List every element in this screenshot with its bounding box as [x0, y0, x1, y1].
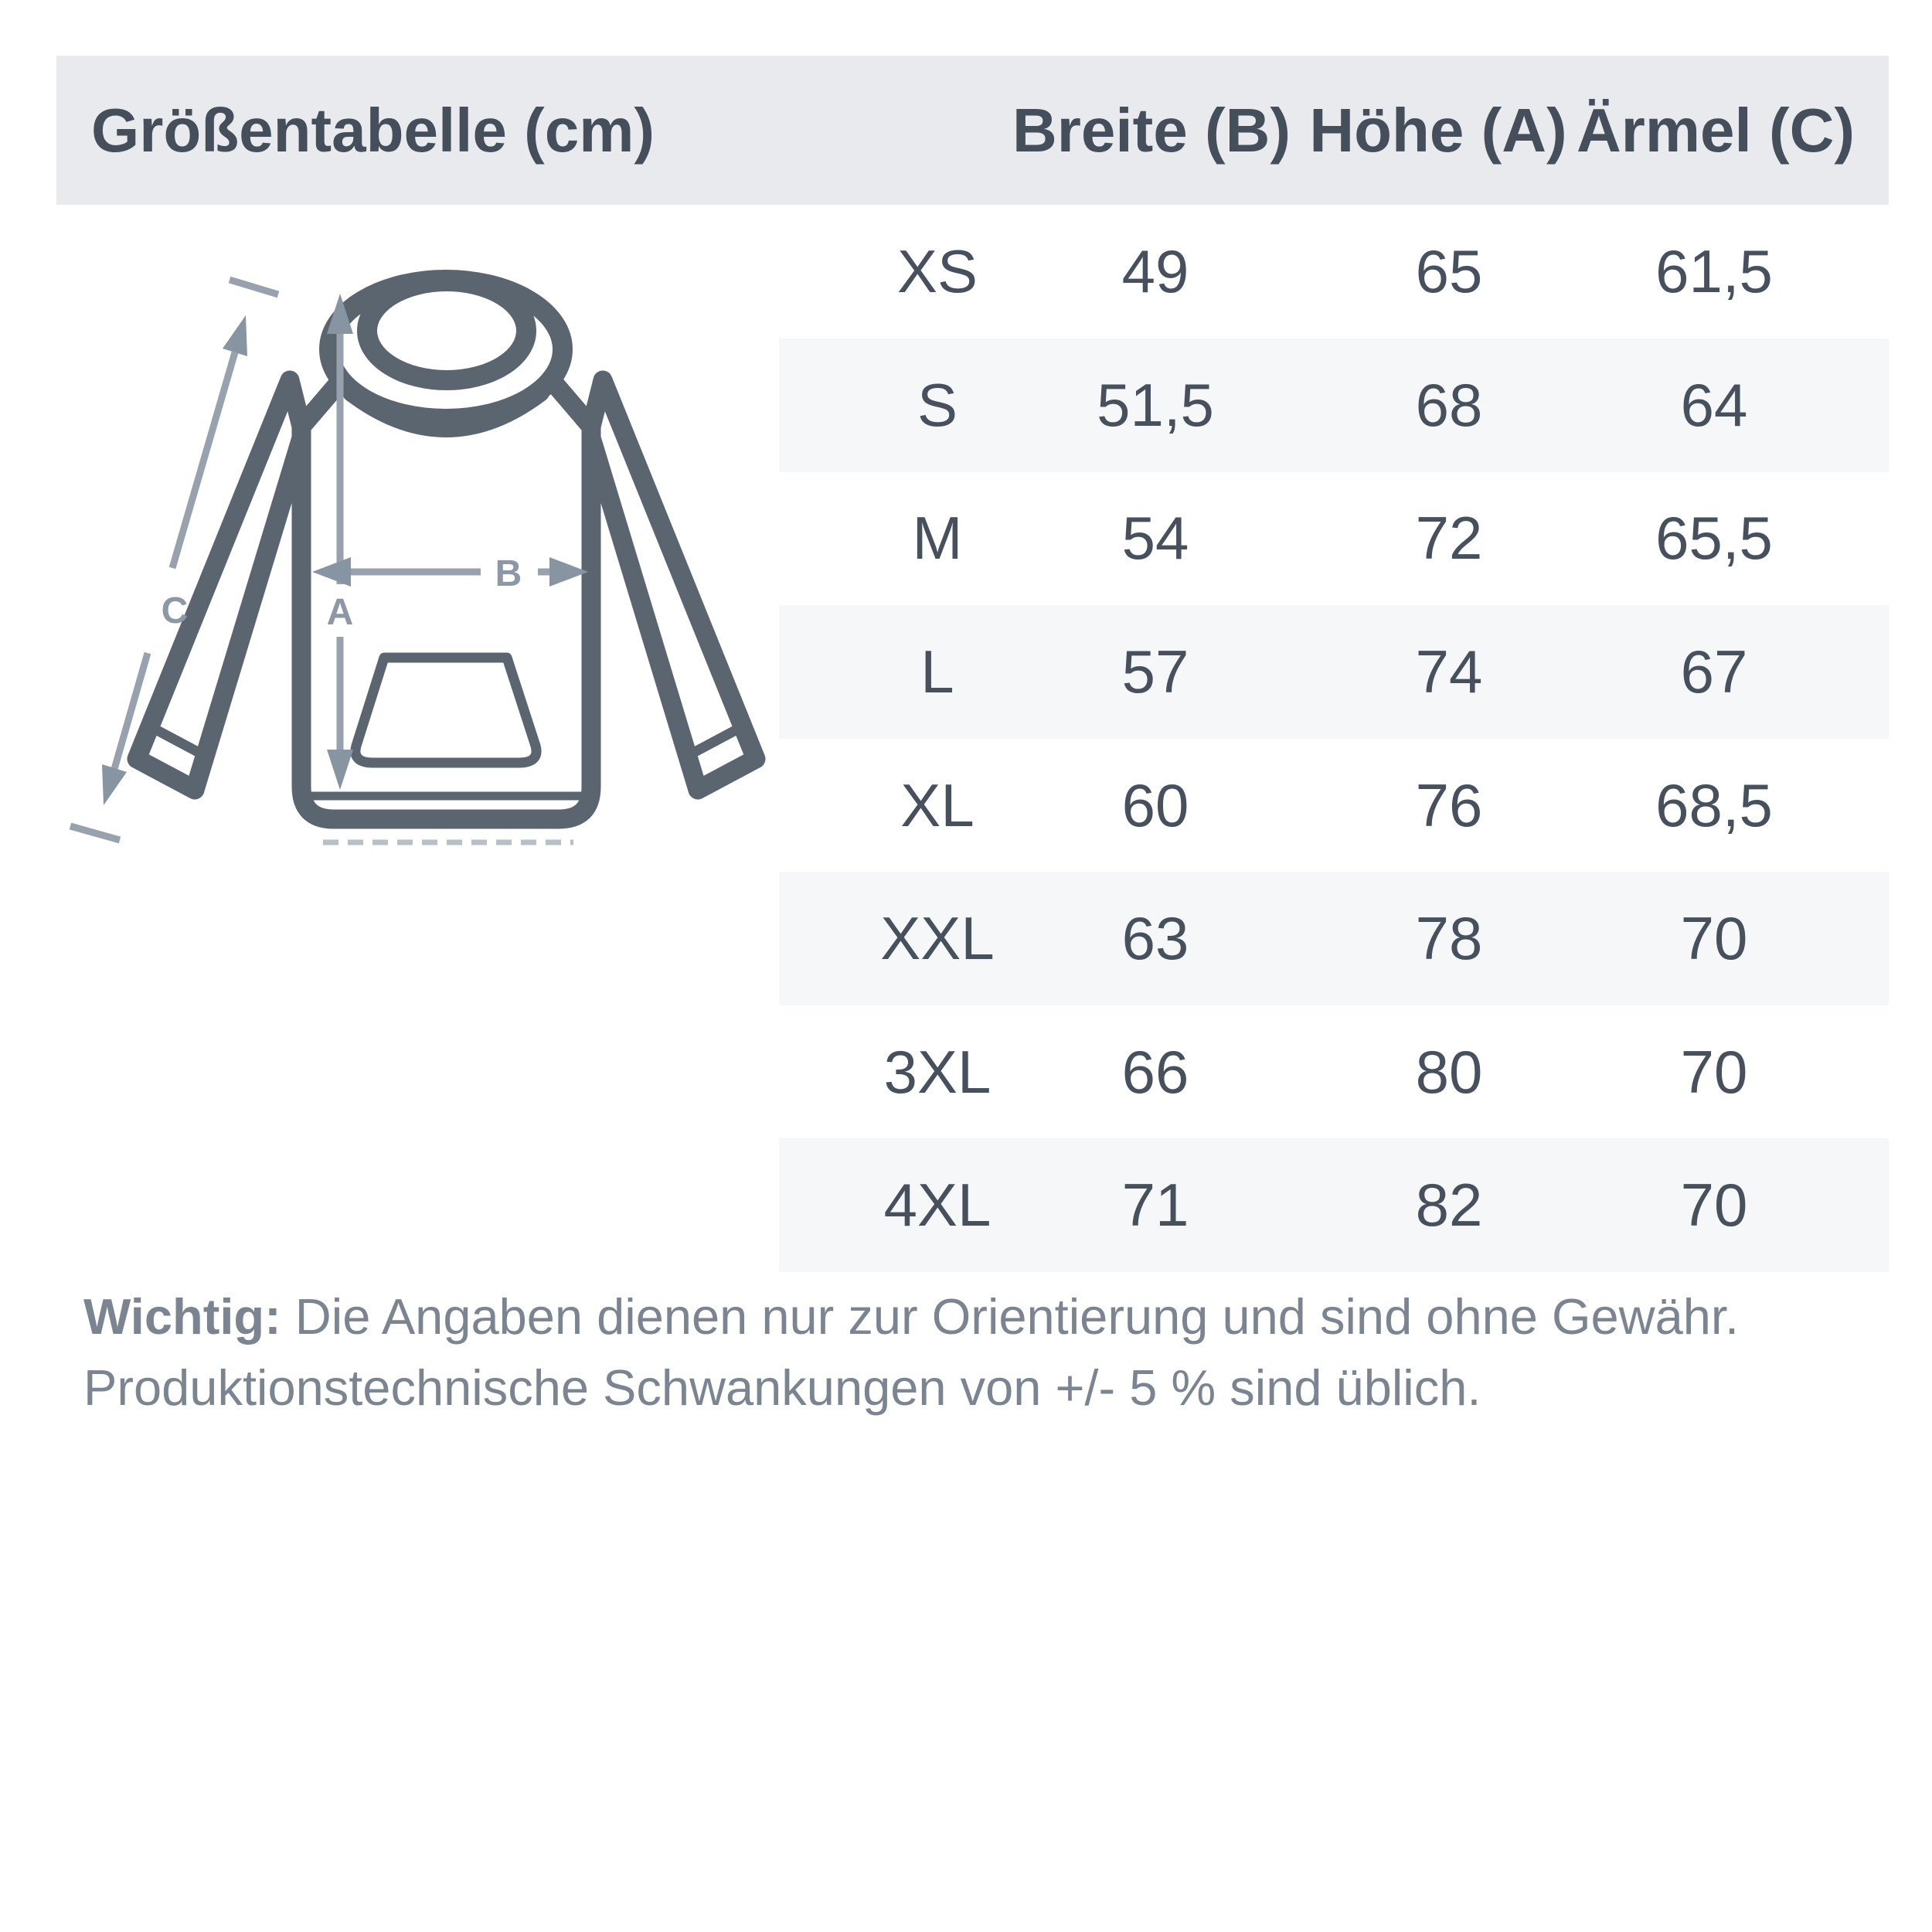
label-b: B: [495, 553, 522, 594]
arrow-c-tick-top: [230, 280, 278, 294]
size-label: L: [920, 638, 954, 706]
table-row: [779, 338, 1889, 472]
size-label: XS: [896, 237, 978, 305]
size-label: 3XL: [883, 1038, 992, 1106]
table-row: [779, 605, 1889, 739]
width-value: 57: [1121, 638, 1189, 706]
width-value: 60: [1121, 771, 1189, 839]
size-label: M: [912, 504, 963, 572]
table-row: [779, 471, 1889, 605]
height-value: 78: [1415, 904, 1483, 972]
page-title: Größentabelle (cm): [91, 96, 655, 165]
width-value: 54: [1121, 504, 1189, 572]
width-value: 63: [1121, 904, 1189, 972]
table-row: [779, 1005, 1889, 1139]
width-value: 71: [1121, 1171, 1189, 1239]
disclaimer-line2: Produktionstechnische Schwankungen von +/- 5 % sind üblich.: [83, 1359, 1481, 1416]
sleeve-value: 67: [1680, 638, 1748, 706]
table-row: [779, 739, 1889, 872]
height-value: 72: [1415, 504, 1483, 572]
sleeve-value: 64: [1680, 371, 1748, 439]
sleeve-value: 70: [1680, 904, 1748, 972]
hood-opening: [367, 281, 526, 380]
width-value: 51,5: [1097, 371, 1214, 439]
width-value: 49: [1121, 237, 1189, 305]
column-header-width: Breite (B): [1012, 96, 1291, 165]
disclaimer-important: Wichtig:: [83, 1288, 281, 1345]
height-value: 76: [1415, 771, 1483, 839]
size-label: XXL: [880, 904, 995, 972]
height-value: 74: [1415, 638, 1483, 706]
height-value: 68: [1415, 371, 1483, 439]
pocket: [355, 658, 536, 763]
arrow-c-head-top: [223, 315, 247, 356]
sleeve-value: 68,5: [1655, 771, 1773, 839]
column-header-sleeve: Ärmel (C): [1576, 96, 1855, 165]
table-row: [779, 1138, 1889, 1272]
sleeve-value: 70: [1680, 1171, 1748, 1239]
sleeve-value: 70: [1680, 1038, 1748, 1106]
label-a: A: [326, 592, 354, 633]
sleeve-value: 61,5: [1655, 237, 1773, 305]
width-value: 66: [1121, 1038, 1189, 1106]
height-value: 65: [1415, 237, 1483, 305]
size-label: 4XL: [883, 1171, 992, 1239]
disclaimer-note: [83, 1281, 1876, 1423]
table-row: [779, 872, 1889, 1005]
height-value: 80: [1415, 1038, 1483, 1106]
column-header-height: Höhe (A): [1309, 96, 1567, 165]
arrow-c-head-bottom: [102, 764, 127, 805]
label-c: C: [161, 590, 189, 631]
height-value: 82: [1415, 1171, 1483, 1239]
disclaimer-line1: Die Angaben dienen nur zur Orientierung und sind ohne Gewähr.: [281, 1288, 1740, 1345]
table-row: [779, 205, 1889, 338]
size-label: XL: [900, 771, 975, 839]
size-label: S: [917, 371, 958, 439]
sleeve-value: 65,5: [1655, 504, 1773, 572]
arrow-c-tick-bottom: [70, 826, 120, 840]
